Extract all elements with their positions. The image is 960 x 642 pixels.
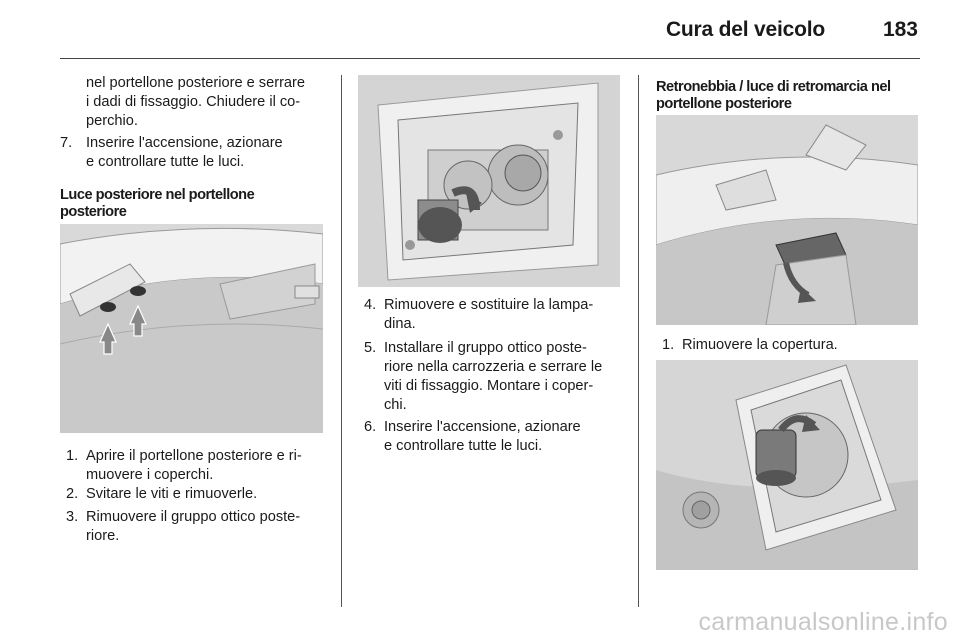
text-line: Installare il gruppo ottico poste- xyxy=(384,340,587,356)
text-line: Rimuovere e sostituire la lampa- xyxy=(384,297,594,313)
column-divider-2 xyxy=(638,75,639,607)
figure-tailgate-covers xyxy=(60,224,323,433)
text-line: perchio. xyxy=(86,113,138,129)
heading-line: portellone posteriore xyxy=(656,96,792,112)
text-line: riore nella carrozzeria e serrare le xyxy=(384,359,603,375)
step-number: 2. xyxy=(66,486,79,502)
step-4 xyxy=(364,296,629,336)
step-1-cover xyxy=(662,336,922,356)
text-line: Inserire l'accensione, azionare xyxy=(384,419,581,435)
step-number: 7. xyxy=(60,135,73,151)
text-line: e controllare tutte le luci. xyxy=(86,154,245,170)
text-line: Inserire l'accensione, azionare xyxy=(86,135,283,151)
header-rule xyxy=(60,58,920,59)
section-title: Cura del veicolo xyxy=(665,18,825,41)
heading-line: Luce posteriore nel portellone xyxy=(60,187,255,203)
step-6 xyxy=(364,418,629,458)
step-number: 1. xyxy=(662,337,675,353)
text-line: muovere i coperchi. xyxy=(86,467,214,483)
heading-line: posteriore xyxy=(60,204,127,220)
text-line: Rimuovere la copertura. xyxy=(682,337,838,353)
text-line: viti di fissaggio. Montare i coper- xyxy=(384,378,594,394)
text-line: Svitare le viti e rimuoverle. xyxy=(86,486,258,502)
text-line: e controllare tutte le luci. xyxy=(384,438,543,454)
page-number: 183 xyxy=(882,18,918,41)
step-3 xyxy=(66,508,336,548)
figure-tail-light-bulb xyxy=(358,75,620,287)
step-number: 5. xyxy=(364,340,377,356)
step-number: 1. xyxy=(66,448,79,464)
text-line: Aprire il portellone posteriore e ri- xyxy=(86,448,302,464)
text-line: dina. xyxy=(384,316,416,332)
continuation-text xyxy=(86,74,305,131)
step-2 xyxy=(66,485,336,505)
text-line: i dadi di fissaggio. Chiudere il co- xyxy=(86,94,301,110)
step-number: 3. xyxy=(66,509,79,525)
text-line: nel portellone posteriore e serrare xyxy=(86,75,306,91)
section-heading-tail-light xyxy=(60,187,254,221)
column-divider-1 xyxy=(341,75,342,607)
watermark: carmanualsonline.info xyxy=(698,608,948,636)
figure-bulb-socket xyxy=(656,360,918,570)
step-5 xyxy=(364,339,629,419)
text-line: chi. xyxy=(384,397,407,413)
text-line: riore. xyxy=(86,528,120,544)
step-1 xyxy=(66,447,336,487)
step-number: 6. xyxy=(364,419,377,435)
heading-line: Retronebbia / luce di retromarcia nel xyxy=(656,79,891,95)
figure-cover-removal xyxy=(656,115,918,325)
text-line: Rimuovere il gruppo ottico poste- xyxy=(86,509,301,525)
step-7 xyxy=(60,134,335,174)
section-heading-fog-reverse-light xyxy=(656,79,891,113)
step-number: 4. xyxy=(364,297,377,313)
